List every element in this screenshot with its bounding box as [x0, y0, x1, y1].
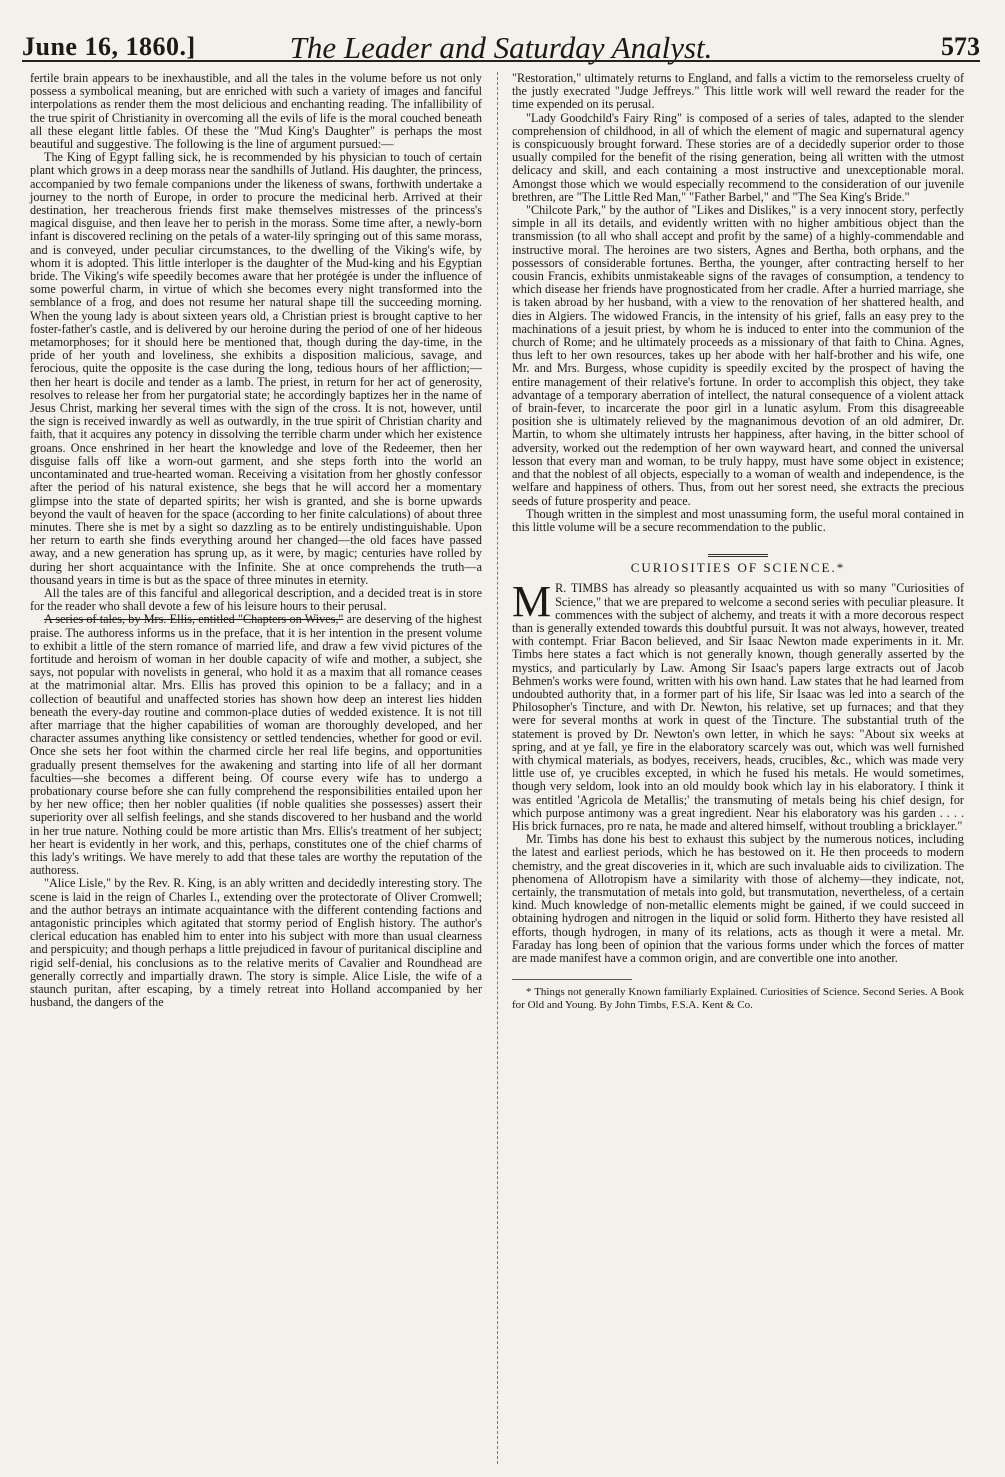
section-heading: [512, 554, 964, 574]
paragraph: "Chilcote Park," by the author of "Likes and Dislikes," is a very innocent story, perfectly simple in all its details, and evidently written with no higher ambitious object than the transmission (to all who shall accept and profit by the same) of a highly-commendable and instructive moral. The heroines are two sisters, Agnes and Bertha, both orphans, and the possessors of considerable fortunes. Bertha, the younger, after contracting herself to her cousin Francis, exhibits unmistakeable signs of the ravages of consumption, a tendency to which disease her friends have prognosticated from her cradle. After a hurried marriage, she is taken abroad by her husband, with a view to the renovation of her shattered health, and dies in Algiers. The widowed Francis, in the intensity of his grief, falls an easy prey to the machinations of a jesuit priest, by whom he is induced to enter into the communion of the church of Rome; and he ultimately proceeds as a missionary of that faith to China. Agnes, thus left to her own resources, takes up her abode with her half-brother and his wife, one Mr. and Mrs. Burgess, whose cupidity is speedily excited by the prospect of having the entire management of their relative's fortune. In order to accomplish this object, they take advantage of a temporary aberration of intellect, the natural consequence of a violent attack of brain-fever, to incarcerate the poor girl in a lunatic asylum. From this disagreeable position she is ultimately relieved by the magnanimous devotion of an old admirer, Dr. Martin, to whom she ultimately intrusts her happiness, after having, in the bitter school of adversity, worked out the redemption of her own wayward heart, and conned the universal lesson that every man and woman, to be truly happy, must have some object in existence; and that the noblest of all objects, especially to a woman of wealth and independence, is the welfare and happiness of others. Thus, from out her sorest need, she extracts the precious seeds of future prosperity and peace.: [512, 203, 964, 508]
footnote-rule: [512, 979, 632, 980]
struck-text: A series of tales, by Mrs. Ellis, entitled "Chapters on Wives,": [44, 612, 344, 627]
paragraph: Mr. Timbs has done his best to exhaust this subject by the numerous notices, including the latest and earliest periods, which he has bestowed on it. He then proceeds to modern chemistry, and the great discoveries in it, which are such invaluable aids to civilization. The phenomena of Allotropism have a similarity with those of alchemy—they indicate, not, certainly, the transmutation of metals into gold, but transmutation, nevertheless, of a certain kind. Much knowledge of non-metallic elements might be gained, if we could succeed in obtaining hydrogen and nitrogen in the liquid or solid form. Hitherto they have resisted all efforts, though hydrogen, in many of its relations, acts as though it were a metal. Mr. Faraday has long been of opinion that the various forms under which the forces of matter are made manifest have a common origin, and are convertible one into another.: [512, 832, 964, 965]
section-title: CURIOSITIES OF SCIENCE.*: [630, 560, 846, 576]
paragraph-text: R. TIMBS has already so pleasantly acquainted us with so many "Curiosities of Science," that we are prepared to welcome a second series with peculiar pleasure. It commences with the subject of alchemy, and treats it with a more decorous respect than is generally extended towards this doubtful pursuit. It was not always, however, treated with contempt. Friar Bacon believed, and Sir Isaac Newton made experiments in it. Mr. Timbs here states a fact which is not generally known, though generally asserted by the mystics, and particularly by Law. Among Sir Isaac's papers large extracts out of Jacob Behmen's works were found, written with his own hand. Law states that he had learned from undoubted authority that, in a former part of his life, Sir Isaac was led into a search of the Philosopher's Tincture, and with Dr. Newton, his relative, set up furnaces; and that they were for several months at work in quest of the Tincture. The substantial truth of the statement is proved by Dr. Newton's own letter, in which he says: "About six weeks at spring, and at ye fall, ye fire in the elaboratory scarcely was out, which was well furnished with chymical materials, as bodyes, receivers, heads, crucibles, &c., which was made very little use of, ye crucibles excepted, in which he fused his metals. He would sometimes, though very seldom, look into an old mouldy book which lay in his elaboratory. I think it was entitled 'Agricola de Metallis;' the transmuting of metals being his chief design, for which purpose antimony was a great ingredient. Near his elaboratory was his garden . . . . His brick furnaces, pro re nata, he made and altered himself, without troubling a bricklayer.": [512, 581, 965, 833]
paragraph: fertile brain appears to be inexhaustible, and all the tales in the volume before us not only possess a symbolical meaning, but are enriched with such a variety of images and fanciful interpolations as render them the most delicious and enchanting reading. The infallibility of the true spirit of Christianity in overcoming all the evils of life is the moral couched beneath all these elegant little fables. Of these the "Mud King's Daughter" is perhaps the most beautiful and suggestive. The following is the line of argument pursued:—: [30, 71, 482, 152]
masthead-rule: [22, 60, 980, 62]
left-column: [30, 72, 482, 1009]
paragraph: "Alice Lisle," by the Rev. R. King, is an ably written and decidedly interesting story. The scene is laid in the reign of Charles I., extending over the protectorate of Oliver Cromwell; and the author betrays an intimate acquaintance with the different contending factions and antagonistic principles which agitated that stormy period of English history. The author's clerical education has enabled him to enter into his subject with more than usual clearness and perspicuity; and though perhaps a little prejudiced in favour of puritanical discipline and rigid self-denial, his conclusions as to the relative merits of Cavalier and Roundhead are generally correctly and impartially drawn. The story is simple. Alice Lisle, the wife of a staunch puritan, after escaping, by a timely retreat into Holland accompanied by her husband, the dangers of the: [30, 876, 482, 1010]
paragraph-text: are deserving of the highest praise. The authoress informs us in the preface, that it is her intention in the present volume to exhibit a little of the stern romance of married life, and draw a few vivid pictures of the fortitude and heroism of woman in her double capacity of wife and mother, a subject, she says, not popular with novelists in general, who hold it as a maxim that all romance ceases at the matrimonial altar. Mrs. Ellis has proved this opinion to be a fallacy; and in a collection of beautiful and unaffected stories has shown how deep an interest lies hidden beneath the every-day routine and common-place duties of wedded existence. It is not till after marriage that the higher capabilities of woman are thoroughly developed, and her character assumes anything like consistency or settled tendencies, whether for good or evil. Once she sets her foot within the charmed circle her real life begins, and opportunities gradually present themselves for the awakening and starting into life of all her dormant faculties—she becomes a different being. Of course every wife has to undergo a probationary course before she can fully comprehend the responsibilities entailed upon her by her new office; then her nobler qualities (if noble qualities she possesses) assert their superiority over all selfish feelings, and she stands discovered to her husband and the world in her true nature. Nothing could be more artistic than Mrs. Ellis's treatment of her subject; her heart is evidently in her work, and this, perhaps, constitutes one of the chief charms of this lady's writings. We have merely to add that these tales are worthy the reputation of the authoress.: [30, 612, 482, 878]
paragraph: The King of Egypt falling sick, he is recommended by his physician to touch of certain plant which grows in a deep morass near the sandhills of Jutland. His daughter, the princess, accompanied by two female companions under the likeness of swans, forthwith undertake a journey to the north of Europe, in order to procure the medicinal herb. Arrived at their destination, her treacherous friends first make themselves mistresses of the princess's magical disguise, and then leave her to perish in the morass. Some time after, a newly-born infant is discovered reclining on the petals of a water-lily springing out of this same morass, and is conveyed, under peculiar circumstances, to the dwelling of the Viking's wife, by whom it is adopted. This little interloper is the daughter of the Mud-king and his Egyptian bride. The Viking's wife speedily becomes aware that her protégée is under the influence of some powerful charm, in virtue of which she becomes every night transformed into the semblance of a frog, and does not resume her natural shape till the succeeding morning. When the young lady is about sixteen years old, a Christian priest is brought captive to her foster-father's castle, and is delivered by our heroine during the period of one of her hideous metamorphoses; for it should here be mentioned that, though during the day-time, in the pride of her youth and loveliness, she exhibits a disposition malicious, savage, and ferocious, quite the opposite is the case during the long, tedious hours of her affliction;—then her heart is docile and tender as a lamb. The priest, in return for her act of generosity, resolves to release her from her purgatorial state; he accordingly baptizes her in the name of Jesus Christ, marking her several times with the sign of the cross. It is not, however, until the sign is received inwardly as well as outwardly, in the true spirit of Christian charity and faith, that it acquires any potency in dissolving the terrible charm under which her existence groans. Once enshrined in her heart the knowledge and love of the Redeemer, then her disguise falls off like a worn-out garment, and she steps forth into the world an uncontaminated and true-hearted woman. Receiving a visitation from her ghostly confessor after the period of his natural existence, she begs that he will accord her a momentary glimpse into the state of departed spirits; her wish is granted, and she is borne upwards beyond the vault of heaven for the space (according to her finite calculations) of about three minutes. There she is met by a sight so dazzling as to be entirely undistinguishable. Upon her return to earth she finds everything around her changed—the old faces have passed away, and a new generation has sprung up, as it were, by magic; centuries have rolled by during her short acquaintance with the Infinite. She at once comprehends the truth—a thousand years in time is but as the space of three minutes in eternity.: [30, 150, 482, 587]
paragraph: [30, 613, 482, 877]
paragraph: All the tales are of this fanciful and allegorical description, and a decided treat is in store for the reader who shall devote a few of his leisure hours to their perusal.: [30, 585, 482, 614]
masthead: [22, 18, 980, 65]
paragraph: "Lady Goodchild's Fairy Ring" is composed of a series of tales, adapted to the slender comprehension of childhood, in all of which the element of magic and supernatural agency is conspicuously brought forward. These stories are of a decidedly superior order to those usually compiled for the benefit of the rising generation, being all written with the utmost delicacy and skill, and each containing a most instructive and unexceptionable moral. Amongst those which we would especially recommend to the consideration of our juvenile brethren, are "The Little Red Man," "Father Barbel," and "The Sea King's Bride.": [512, 110, 964, 204]
right-column: [512, 72, 964, 1011]
publication-title: The Leader and Saturday Analyst.: [289, 30, 713, 65]
page-number: 573: [941, 32, 980, 61]
footnote: * Things not generally Known familiarly Explained. Curiosities of Science. Second Series. A Book for Old and Young. By John Timbs, F.S.A. Kent & Co.: [512, 986, 964, 1011]
column-divider: [497, 72, 498, 1464]
paragraph: Though written in the simplest and most unassuming form, the useful moral contained in this little volume will be a secure recommendation to the public.: [512, 506, 964, 534]
drop-cap: M: [512, 577, 552, 627]
paragraph: [512, 577, 965, 833]
issue-date: June 16, 1860.]: [22, 32, 196, 61]
section-ornament: [708, 554, 768, 557]
paragraph: "Restoration," ultimately returns to England, and falls a victim to the remorseless cruelty of the justly execrated "Judge Jeffreys." This little work will well reward the reader for the time expended on its perusal.: [512, 71, 964, 112]
